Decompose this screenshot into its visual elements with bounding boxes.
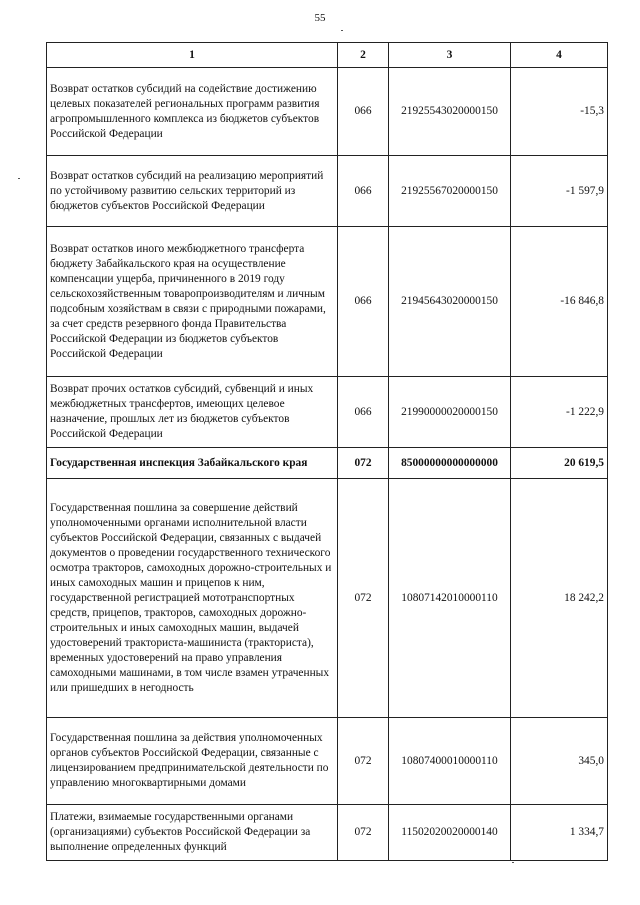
row-admin-code: 072	[338, 479, 389, 718]
row-name: Возврат остатков субсидий на реализацию мероприятий по устойчивому развитию сельских территорий из бюджетов субъектов Российской Федерации	[47, 156, 338, 227]
row-kbk-code: 21925567020000150	[389, 156, 511, 227]
row-kbk-code: 21990000020000150	[389, 377, 511, 448]
scan-speck	[18, 178, 20, 179]
header-row	[47, 43, 608, 68]
scan-speck	[341, 30, 343, 31]
row-kbk-code: 10807142010000110	[389, 479, 511, 718]
row-kbk-code: 21945643020000150	[389, 227, 511, 377]
row-name: Государственная инспекция Забайкальского края	[47, 448, 338, 479]
row-name: Возврат остатков иного межбюджетного трансферта бюджету Забайкальского края на осуществление компенсации ущерба, причиненного в 2019 году сельскохозяйственным товаропроизводителям и личным подсобным хозяйствам в связи с природными пожарами, за счет средств резервного фонда Правительства Российской Федерации из бюджетов субъектов Российской Федерации	[47, 227, 338, 377]
header-col-1: 1	[47, 43, 338, 68]
scan-speck	[512, 862, 514, 863]
row-amount: -1 597,9	[511, 156, 608, 227]
header-col-4: 4	[511, 43, 608, 68]
row-amount: 345,0	[511, 718, 608, 805]
header-col-3: 3	[389, 43, 511, 68]
row-admin-code: 072	[338, 448, 389, 479]
row-amount: 20 619,5	[511, 448, 608, 479]
row-admin-code: 066	[338, 68, 389, 156]
row-amount: -15,3	[511, 68, 608, 156]
table-row	[47, 156, 608, 227]
budget-table	[46, 42, 608, 861]
table-row	[47, 377, 608, 448]
row-admin-code: 066	[338, 377, 389, 448]
table-row	[47, 227, 608, 377]
table-row-section	[47, 448, 608, 479]
row-kbk-code: 85000000000000000	[389, 448, 511, 479]
row-amount: 18 242,2	[511, 479, 608, 718]
row-name: Платежи, взимаемые государственными органами (организациями) субъектов Российской Федерации за выполнение определенных функций	[47, 805, 338, 861]
row-admin-code: 072	[338, 805, 389, 861]
row-amount: 1 334,7	[511, 805, 608, 861]
row-amount: -16 846,8	[511, 227, 608, 377]
row-name: Государственная пошлина за совершение действий уполномоченными органами исполнительной власти субъектов Российской Федерации, связанных с выдачей документов о проведении государственного технического осмотра тракторов, самоходных дорожно-строительных и иных самоходных машин и прицепов к ним, государственной регистрацией мототранспортных средств, прицепов, тракторов, самоходных дорожно-строительных и иных самоходных машин, выдачей удостоверений тракториста-машиниста (тракториста), временных удостоверений на право управления самоходными машинами, в том числе взамен утраченных или пришедших в негодность	[47, 479, 338, 718]
table-row	[47, 805, 608, 861]
row-kbk-code: 21925543020000150	[389, 68, 511, 156]
row-kbk-code: 11502020020000140	[389, 805, 511, 861]
table-row	[47, 718, 608, 805]
row-amount: -1 222,9	[511, 377, 608, 448]
header-col-2: 2	[338, 43, 389, 68]
table-row	[47, 479, 608, 718]
row-admin-code: 072	[338, 718, 389, 805]
row-admin-code: 066	[338, 156, 389, 227]
row-name: Возврат остатков субсидий на содействие достижению целевых показателей региональных программ развития агропромышленного комплекса из бюджетов субъектов Российской Федерации	[47, 68, 338, 156]
page-number: 55	[314, 12, 326, 24]
row-kbk-code: 10807400010000110	[389, 718, 511, 805]
table-row	[47, 68, 608, 156]
row-name: Возврат прочих остатков субсидий, субвенций и иных межбюджетных трансфертов, имеющих целевое назначение, прошлых лет из бюджетов субъектов Российской Федерации	[47, 377, 338, 448]
row-admin-code: 066	[338, 227, 389, 377]
row-name: Государственная пошлина за действия уполномоченных органов субъектов Российской Федерации, связанные с лицензированием предпринимательской деятельности по управлению многоквартирными домами	[47, 718, 338, 805]
